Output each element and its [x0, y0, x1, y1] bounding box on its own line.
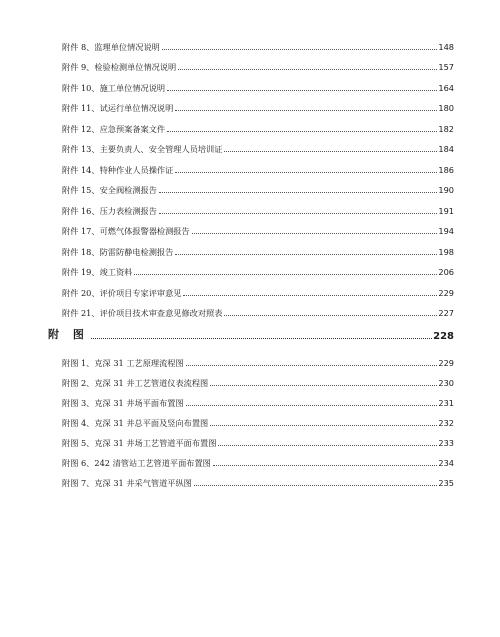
dot-leader: [192, 233, 438, 234]
toc-entry: [62, 448, 454, 468]
dot-leader: [194, 485, 437, 486]
toc-entry-page-number: 184: [438, 144, 454, 154]
dot-leader: [91, 338, 432, 339]
toc-entry-page-number: 206: [438, 267, 454, 277]
toc-entry-page-number: 229: [438, 358, 454, 368]
toc-entry-label: 附图 4、克深 31 井总平面及竖向布置图: [62, 418, 209, 428]
toc-entry-label: 附件 9、检验检测单位情况说明: [62, 62, 177, 72]
dot-leader: [224, 151, 437, 152]
toc-entry-page-number: 148: [438, 41, 454, 52]
toc-entry: [62, 175, 454, 196]
attachments-list: [62, 31, 454, 318]
toc-entry-page-number: 164: [438, 82, 454, 93]
toc-entry: [62, 298, 454, 319]
toc-entry-label: 附件 19、竣工资料: [62, 267, 133, 277]
dot-leader: [186, 405, 438, 406]
toc-entry-label: 附件 14、特种作业人员操作证: [62, 164, 174, 175]
toc-entry-page-number: 157: [438, 62, 454, 72]
dot-leader: [175, 110, 437, 111]
table-of-contents: [48, 31, 454, 488]
dot-leader: [224, 315, 437, 316]
toc-entry-page-number: 180: [438, 103, 454, 113]
dot-leader: [210, 425, 437, 426]
dot-leader: [186, 365, 438, 366]
toc-entry-label: 附件 16、压力表检测报告: [62, 205, 157, 216]
toc-entry: [62, 468, 454, 488]
toc-entry-label: 附图 5、克深 31 井场工艺管道平面布置图: [62, 438, 217, 448]
dot-leader: [175, 254, 437, 255]
toc-entry-label: 附件 17、可燃气体报警器检测报告: [62, 226, 190, 236]
toc-entry-label: 附图 6、242 清管站工艺管道平面布置图: [62, 458, 211, 468]
toc-entry-label: 附件 21、评价项目技术审查意见修改对照表: [62, 308, 223, 318]
toc-entry-page-number: 190: [438, 185, 454, 195]
toc-entry: [62, 388, 454, 408]
toc-entry: [62, 154, 454, 175]
toc-entry: [62, 428, 454, 448]
section-page-number: 228: [433, 331, 454, 342]
toc-entry: [62, 348, 454, 368]
toc-entry-label: 附件 18、防雷防静电检测报告: [62, 246, 174, 257]
figures-list: [62, 348, 454, 488]
toc-entry-label: 附件 12、应急预案备案文件: [62, 123, 166, 134]
dot-leader: [167, 131, 437, 132]
dot-leader: [178, 69, 437, 70]
dot-leader: [167, 90, 437, 91]
toc-entry-label: 附图 7、克深 31 井采气管道平纵图: [62, 478, 192, 488]
toc-entry: [62, 52, 454, 73]
toc-entry-label: 附件 10、施工单位情况说明: [62, 82, 166, 93]
toc-entry-label: 附件 13、主要负责人、安全管理人员培训证: [62, 144, 223, 154]
toc-entry-page-number: 182: [438, 123, 454, 134]
toc-entry-page-number: 186: [438, 164, 454, 175]
toc-entry: [62, 236, 454, 257]
dot-leader: [134, 274, 437, 275]
dot-leader: [159, 213, 437, 214]
toc-entry: [62, 277, 454, 298]
dot-leader: [159, 192, 437, 193]
toc-entry: [62, 134, 454, 155]
toc-entry-label: 附件 11、试运行单位情况说明: [62, 103, 174, 113]
toc-entry-label: 附图 1、克深 31 工艺原理流程图: [62, 358, 184, 368]
toc-entry-page-number: 227: [438, 308, 454, 318]
toc-entry-page-number: 234: [438, 458, 454, 468]
toc-entry-page-number: 232: [438, 418, 454, 428]
toc-entry: [62, 216, 454, 237]
toc-entry: [62, 93, 454, 114]
toc-entry-page-number: 231: [438, 398, 454, 408]
toc-entry-label: 附件 8、监理单位情况说明: [62, 41, 160, 52]
toc-entry-page-number: 191: [438, 205, 454, 216]
toc-entry-page-number: 233: [438, 438, 454, 448]
toc-entry-label: 附件 20、评价项目专家评审意见: [62, 287, 182, 298]
toc-entry: [62, 368, 454, 388]
toc-entry-page-number: 198: [438, 246, 454, 257]
dot-leader: [162, 49, 437, 50]
toc-entry: [62, 113, 454, 134]
toc-entry: [62, 195, 454, 216]
toc-entry-page-number: 229: [438, 287, 454, 298]
dot-leader: [175, 172, 437, 173]
dot-leader: [210, 385, 437, 386]
figures-section-heading: [48, 326, 454, 342]
toc-entry-page-number: 230: [438, 378, 454, 388]
dot-leader: [218, 445, 437, 446]
dot-leader: [213, 465, 438, 466]
toc-entry: [62, 408, 454, 428]
toc-entry: [62, 257, 454, 278]
toc-entry: [62, 31, 454, 52]
toc-entry-label: 附图 2、克深 31 井工艺管道仪表流程图: [62, 378, 209, 388]
toc-entry-label: 附图 3、克深 31 井场平面布置图: [62, 398, 184, 408]
dot-leader: [183, 295, 437, 296]
toc-entry: [62, 72, 454, 93]
section-title: 附 图: [48, 328, 89, 341]
toc-entry-page-number: 235: [438, 478, 454, 488]
toc-entry-label: 附件 15、安全阀检测报告: [62, 185, 157, 195]
toc-entry-page-number: 194: [438, 226, 454, 236]
